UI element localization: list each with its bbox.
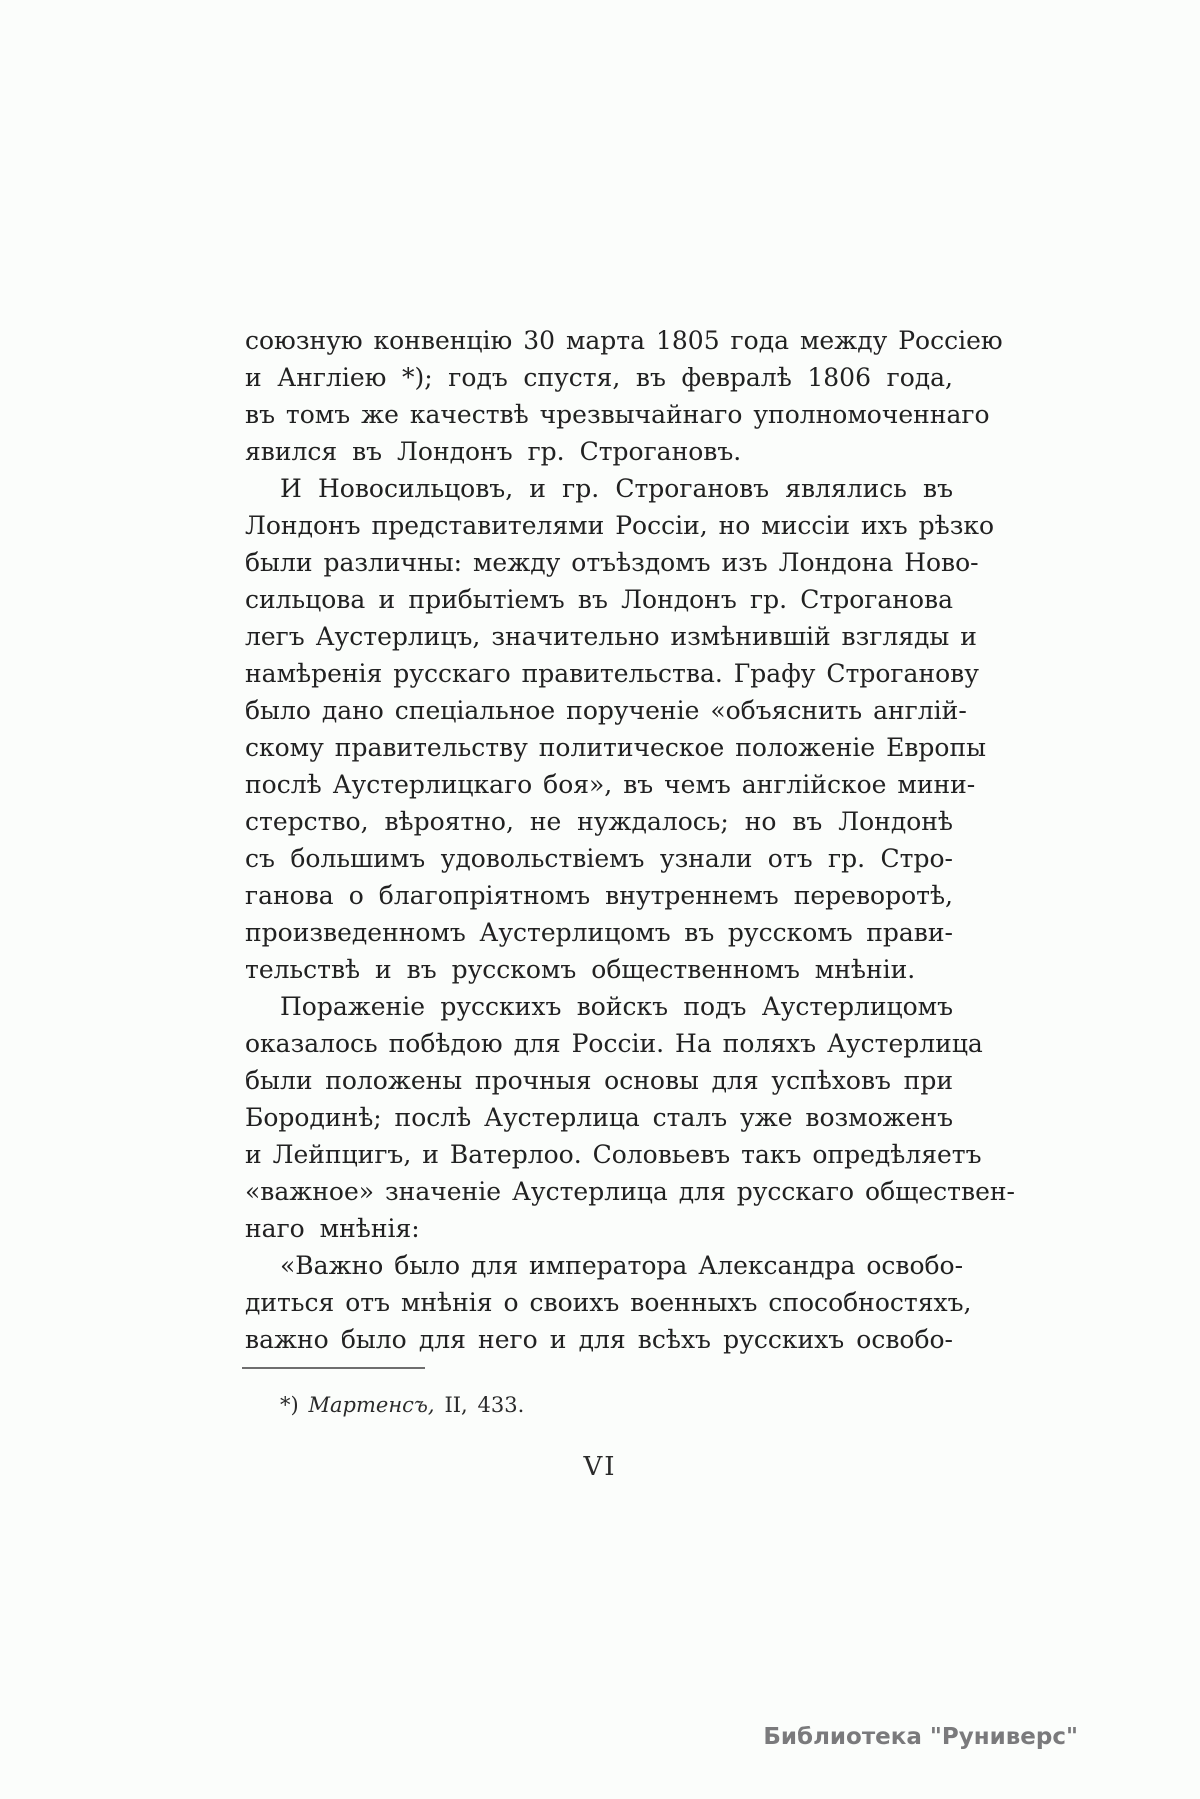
footnote-rule bbox=[242, 1367, 425, 1369]
text-line: сильцова и прибытіемъ въ Лондонъ гр. Строганова bbox=[245, 585, 953, 614]
paragraph bbox=[245, 322, 1003, 470]
text-line: съ большимъ удовольствіемъ узнали отъ гр. Стро- bbox=[245, 844, 953, 873]
text-line: послѣ Аустерлицкаго боя», въ чемъ англійское мини- bbox=[245, 770, 976, 799]
text-line: Бородинѣ; послѣ Аустерлица сталъ уже возможенъ bbox=[245, 1103, 953, 1132]
paragraph bbox=[245, 988, 1015, 1247]
footnote bbox=[280, 1392, 524, 1418]
footnote-cite: II, 433. bbox=[444, 1393, 525, 1417]
page-text-block bbox=[245, 322, 1015, 1358]
text-line: «Важно было для императора Александра освобо- bbox=[280, 1251, 964, 1280]
text-line: Лондонъ представителями Россіи, но миссіи ихъ рѣзко bbox=[245, 511, 995, 540]
text-line: И Новосильцовъ, и гр. Строгановъ являлись въ bbox=[280, 474, 953, 503]
footnote-marker: *) bbox=[280, 1393, 299, 1417]
text-line: было дано спеціальное порученіе «объяснить англій- bbox=[245, 696, 967, 725]
text-line: были положены прочныя основы для успѣховъ при bbox=[245, 1066, 953, 1095]
watermark: Библиотека "Руниверс" bbox=[763, 1724, 1078, 1750]
paragraph bbox=[245, 1247, 972, 1358]
text-line: и Лейпцигъ, и Ватерлоо. Соловьевъ такъ опредѣляетъ bbox=[245, 1140, 982, 1169]
page-number: VI bbox=[583, 1452, 617, 1482]
text-line: оказалось побѣдою для Россіи. На поляхъ Аустерлица bbox=[245, 1029, 983, 1058]
text-line: и Англіею *); годъ спустя, въ февралѣ 1806 года, bbox=[245, 363, 953, 392]
text-line: Пораженіе русскихъ войскъ подъ Аустерлицомъ bbox=[280, 992, 953, 1021]
text-line: стерство, вѣроятно, не нуждалось; но въ Лондонѣ bbox=[245, 807, 953, 836]
text-line: легъ Аустерлицъ, значительно измѣнившій взгляды и bbox=[245, 622, 977, 651]
text-line: явился въ Лондонъ гр. Строгановъ. bbox=[245, 437, 742, 466]
text-line: произведенномъ Аустерлицомъ въ русскомъ прави- bbox=[245, 918, 953, 947]
text-line: въ томъ же качествѣ чрезвычайнаго уполномоченнаго bbox=[245, 400, 990, 429]
footnote-author: Мартенсъ, bbox=[308, 1393, 435, 1417]
text-line: «важное» значеніе Аустерлица для русскаго обществен- bbox=[245, 1177, 1015, 1206]
text-line: наго мнѣнія: bbox=[245, 1214, 420, 1243]
text-line: были различны: между отъѣздомъ изъ Лондона Ново- bbox=[245, 548, 979, 577]
text-line: скому правительству политическое положеніе Европы bbox=[245, 733, 987, 762]
text-line: диться отъ мнѣнія о своихъ военныхъ способностяхъ, bbox=[245, 1288, 972, 1317]
text-line: ганова о благопріятномъ внутреннемъ переворотѣ, bbox=[245, 881, 953, 910]
text-line: важно было для него и для всѣхъ русскихъ освобо- bbox=[245, 1325, 953, 1354]
text-line: намѣренія русскаго правительства. Графу Строганову bbox=[245, 659, 979, 688]
text-line: союзную конвенцію 30 марта 1805 года между Россіею bbox=[245, 326, 1003, 355]
paragraph bbox=[245, 470, 995, 988]
text-line: тельствѣ и въ русскомъ общественномъ мнѣніи. bbox=[245, 955, 916, 984]
